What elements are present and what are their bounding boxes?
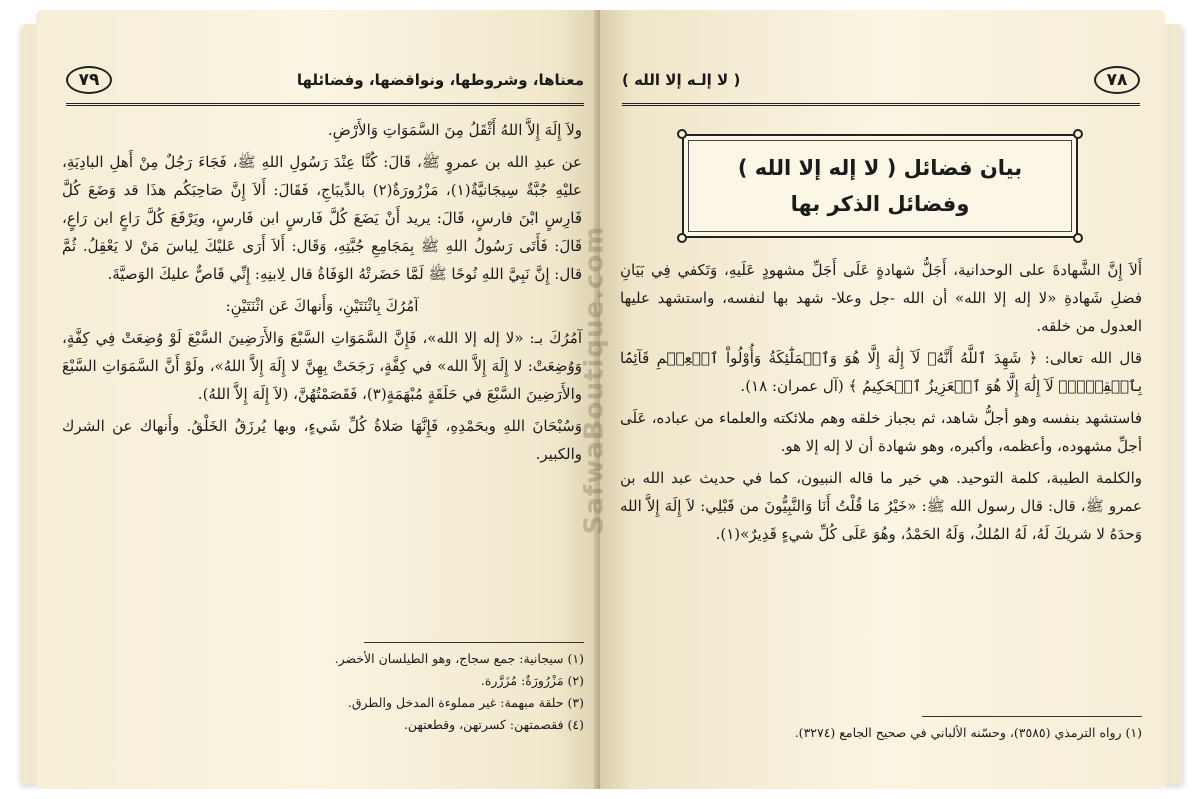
footnote-rule	[364, 642, 584, 643]
paragraph: قال الله تعالى: ﴿ شَهِدَ ٱللَّهُ أَنَّهُۥ لَآ إِلَٰهَ إِلَّا هُوَ وَٱلۡمَلَٰٓئِكَةُ وَأُوْلُواْ ٱلۡعِلۡمِ قَآئِمَۢا بِٱلۡقِسۡطِۚ لَآ إِلَٰهَ إِلَّا هُوَ ٱلۡعَزِيزُ ٱلۡحَكِيمُ ﴾ (آل عمران: ١٨).	[620, 349, 1142, 395]
paragraph: ولاَ إِلَهَ إِلاَّ اللهُ أَثْقَلُ مِنَ السَّمَوَاتِ وَالأَرْضِ.	[327, 121, 582, 139]
right-page	[600, 10, 1165, 789]
footnotes	[622, 722, 1142, 744]
right-page-header	[622, 60, 1140, 100]
right-page-body	[620, 256, 1142, 552]
left-page	[36, 10, 599, 789]
footnote: (٣) حلقة مبهمة: غير مملوءة المدخل والطرق.	[347, 695, 584, 710]
footnotes	[76, 648, 584, 736]
running-header: ( لا إلـه إلا الله )	[622, 71, 741, 89]
page-number: ٧٨	[1094, 66, 1140, 94]
chapter-subtitle: وفضائل الذكر بها	[790, 192, 970, 216]
watermark-text: SafwaBoutique.com	[579, 225, 609, 535]
paragraph: آمُرُكَ بـ: «لا إله إلا الله»، فَإِنَّ السَّمَوَاتِ السَّبْعَ وَالأَرَضِينَ السَّبْعَ لَوْ وُضِعَتْ فِي كِفَّةٍ، وَوُضِعَتْ: لا إِلَهَ إِلاَّ الله» في كِفَّةٍ، رَجَحَتْ بِهِنَّ لا إِلَهَ إِلاَّ اللهُ»، ولَوْ أَنَّ السَّمَوَاتِ السَّبْعَ والأَرَضِينَ السَّبْعَ في حَلَقَةٍ مُبْهَمَةٍ(٣)، فَقَصَمْتُهُنَّ، (لاَ إِلَهَ إِلاَّ اللهُ).	[62, 329, 582, 403]
paragraph: والكلمة الطيبة، كلمة التوحيد. هي خير ما قاله النبيون، كما في حديث عبد الله بن عمرو ﷺ، قال: قال رسول الله ﷺ: «خَيْرُ مَا قُلْتُ أَنَا وَالنَّبِيُّونَ من قَبْلِي: لاَ إِلَهَ إِلاَّ الله وَحدَهُ لا شريكَ لَهُ، لَهُ المُلكُ، وَلَهُ الحَمْدُ، وهُوَ عَلَى كُلِّ شيءٍ قَدِيرٌ»(١).	[620, 469, 1142, 543]
paragraph: آمُرُكَ بِاثْنَتَيْنِ، وَأَنهاكَ عَن اثْنَتَيْنِ:	[225, 297, 419, 315]
frame-corner-ornament	[677, 129, 687, 139]
watermark	[574, 200, 614, 560]
chapter-title: بيان فضائل ( لا إله إلا الله )	[737, 156, 1023, 180]
footnote: (١) سيجانية: جمع سجاج، وهو الطيلسان الأخضر.	[334, 651, 584, 666]
paragraph: أَلاَ إِنَّ الشَّهادةَ على الوحدانية، أَجَلُّ شهادةٍ عَلَى أَجَلِّ مشهودٍ عَلَيهِ، وَتَكفي فِي بَيَانِ فضلِ شَهادةِ «لا إله إلا الله» أن الله -جل وعلا- شهد بها لنفسه، واستشهد عليها العدول من خلقه.	[620, 261, 1142, 335]
left-page-header	[66, 60, 584, 100]
footnote-rule	[922, 716, 1142, 717]
running-header: معناها، وشروطها، ونواقضها، وفضائلها	[296, 71, 584, 89]
paragraph: عن عبدِ الله بن عمروٍ ﷺ، قَالَ: كُنَّا عِنْدَ رَسُولِ اللهِ ﷺ، فَجَاءَ رَجُلٌ مِنْ أَهلِ البادِيَةِ، عليْهِ جُبَّةٌ سِيجَانيَّةٌ(١)، مَزْرُورَةٌ(٢) بالدِّيبَاجِ، فَقَالَ: أَلاَ إِنَّ صَاحِبَكُم هذَا قد وَضَعَ كُلَّ فَارِسٍ ابْنَ فارسٍ، قَالَ: يريد أَنْ يَضَعَ كُلَّ فَارسٍ ابن فَارسٍ، ويَرْفَعَ كُلَّ رَاعٍ ابن رَاعٍ، قَالَ: فَأَتَى رَسُولُ اللهِ ﷺ بِمَجَامِعِ جُبَّتِهِ، وَقَال: أَلاَ أَرَى عَليْكَ لِباسَ مَنْ لا يَعْقِلُ. ثُمَّ قال: إِنَّ نَبِيَّ اللهِ نُوحًا ﷺ لَمَّا حَضَرتْهُ الوَفَاةُ قال لِابنِهِ: إِنِّي قَاصٌّ عليكَ الوَصيَّةَ.	[62, 153, 583, 283]
page-number: ٧٩	[66, 66, 112, 94]
footnote: (٢) مَزْرُورَةٌ: مُزَرَّرة.	[480, 673, 584, 688]
header-rule	[622, 103, 1140, 106]
left-page-body	[62, 116, 582, 472]
chapter-title-box	[682, 134, 1078, 238]
footnote: (٤) فقصمتهن: كسرتهن، وقطعتهن.	[403, 717, 584, 732]
paragraph: فاستشهد بنفسه وهو أجلُّ شاهد، ثم بجباز خلقه وهم ملائكته والعلماء من عباده، عَلَى أجلِّ مشهوده، وأعظمه، وأكبره، وهو شهادة أن لا إله إلا هو.	[620, 409, 1142, 455]
frame-corner-ornament	[1073, 129, 1083, 139]
frame-corner-ornament	[1073, 233, 1083, 243]
header-rule	[66, 103, 584, 106]
footnote: (١) رواه الترمذي (٣٥٨٥)، وحسّنه الألباني في صحيح الجامع (٣٢٧٤).	[794, 725, 1142, 740]
frame-corner-ornament	[677, 233, 687, 243]
paragraph: وَسُبْحَانَ اللهِ وبحَمْدِهِ، فَإِنَّهَا صَلاةُ كُلِّ شَيءٍ، وبها يُرزَقُ الخَلْقُ. وأَنهاك عن الشرك والكبير.	[62, 417, 582, 463]
